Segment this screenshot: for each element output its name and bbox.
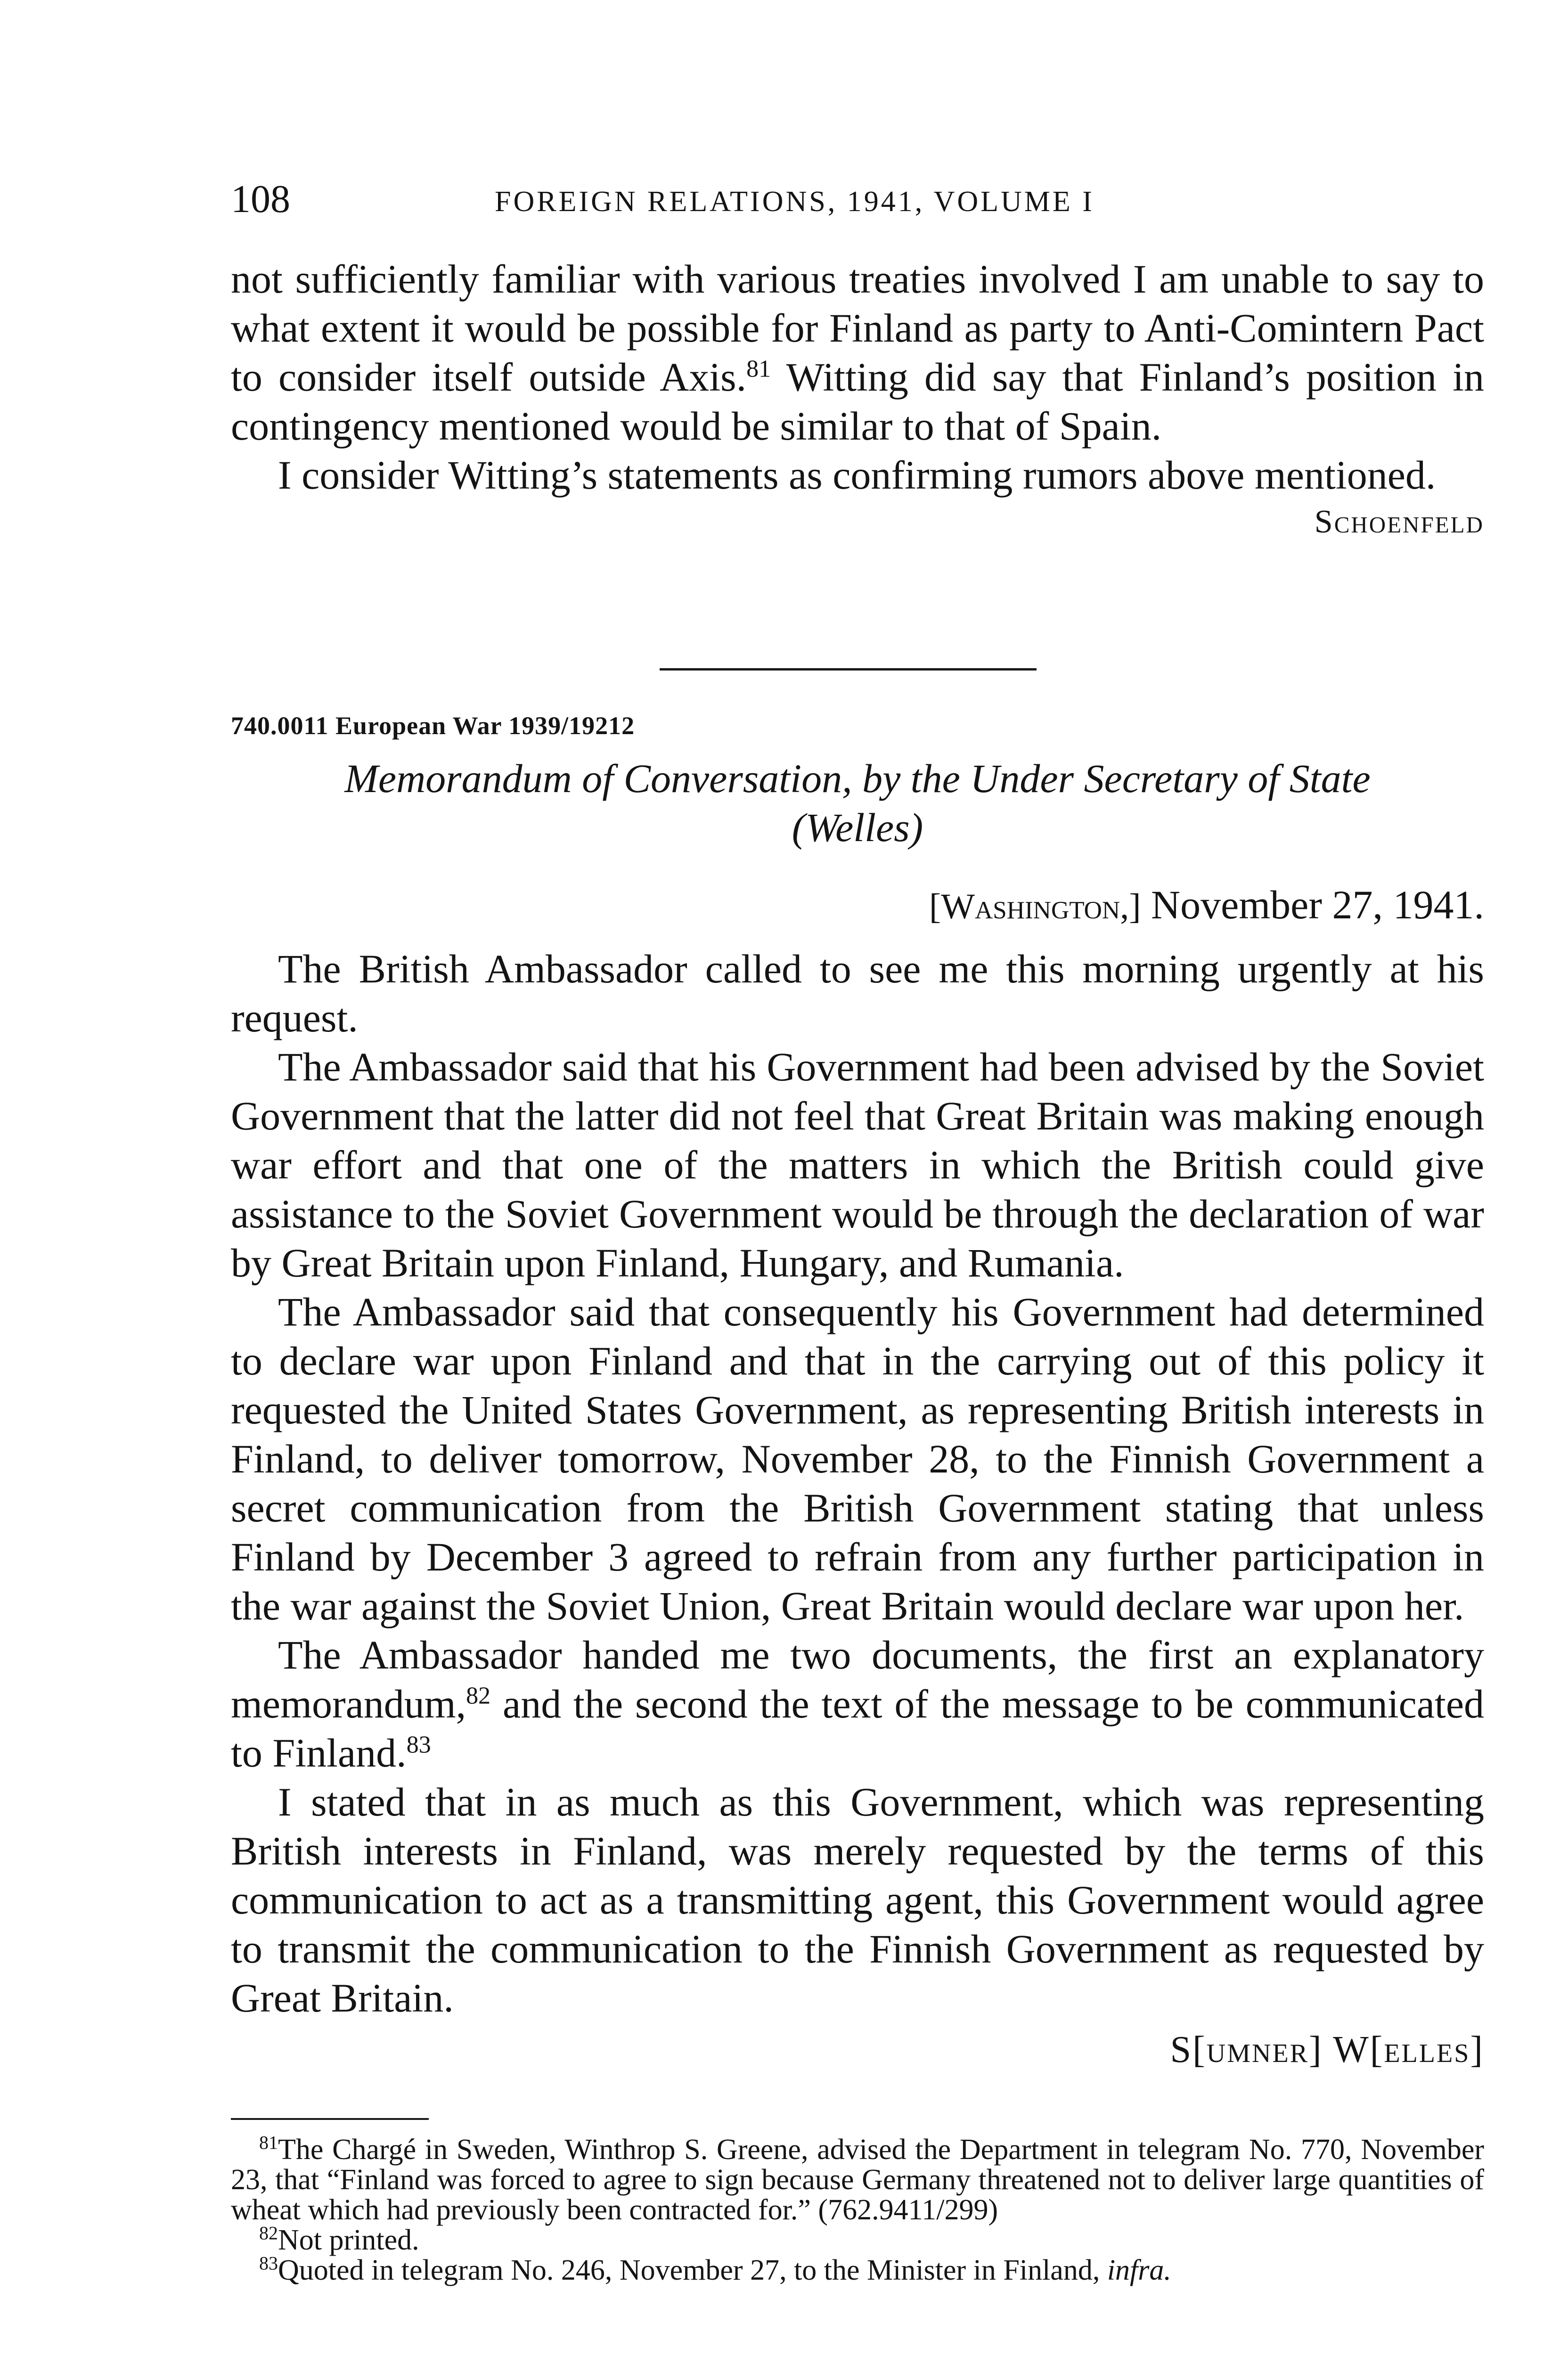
- paragraph-1: The British Ambassador called to see me this morning urgently at his request.: [231, 946, 1484, 1040]
- footnote-divider: [231, 2118, 429, 2120]
- footnote-82: $^{82}$Not printed.: [259, 2222, 419, 2256]
- telegram-paragraph-2: I consider Witting’s statements as confirming rumors above mentioned.: [278, 452, 1436, 498]
- signature-schoenfeld: Schoenfeld: [1314, 504, 1484, 540]
- file-number: 740.0011 European War 1939/19212: [231, 712, 635, 740]
- footnotes: [231, 2132, 1484, 2286]
- memorandum-body: [231, 944, 1484, 2074]
- footnote-83: $^{83}$Quoted in telegram No. 246, November 27, to the Minister in Finland, infra.: [259, 2252, 1171, 2286]
- footnote-ref-82[interactable]: 82: [466, 1682, 491, 1710]
- paragraph-5: I stated that in as much as this Government, which was representing British interests in Finland, was merely requested by the terms of this communication to act as a transmitting agent, this Government would agree to transmit the communication to the Finnish Government as requested by Great Britain.: [231, 1779, 1484, 2021]
- section-divider: [660, 668, 1037, 671]
- dateline: [Washington,] November 27, 1941.: [929, 882, 1484, 927]
- paragraph-4: The Ambassador handed me two documents, the first an explanatory memorandum,$^{82}$ and the second the text of the message to be communicated to Finland.$^{83}$: [231, 1632, 1484, 1775]
- running-title: FOREIGN RELATIONS, 1941, VOLUME I: [495, 186, 1094, 218]
- footnote-ref-81[interactable]: 81: [746, 355, 771, 383]
- footnote-81: $^{81}$The Chargé in Sweden, Winthrop S. Greene, advised the Department in telegram No. 770, November 23, that “Finland was forced to agree to sign because Germany threatened not to deliver large quantities of wheat which had previously been contracted for.” (762.9411/299): [231, 2132, 1484, 2226]
- continued-telegram: [231, 254, 1484, 547]
- footnote-ref-83[interactable]: 83: [406, 1731, 431, 1759]
- document-title: Memorandum of Conversation, by the Under Secretary of State (Welles): [344, 756, 1371, 850]
- page-number: 108: [231, 177, 290, 221]
- running-head: [231, 173, 1484, 230]
- telegram-paragraph: not sufficiently familiar with various treaties involved I am unable to say to what extent it would be possible for Finland as party to Anti-Comintern Pact to consider itself outside Axis.$^{81}$ Witting did say that Finland’s position in contingency mentioned would be similar to that of Spain.: [231, 256, 1484, 449]
- signature-welles: S[umner] W[elles]: [1170, 2029, 1484, 2070]
- paragraph-2: The Ambassador said that his Government had been advised by the Soviet Government that the latter did not feel that Great Britain was making enough war effort and that one of the matters in which the British could give assistance to the Soviet Government would be through the declaration of war by Great Britain upon Finland, Hungary, and Rumania.: [231, 1044, 1484, 1285]
- memorandum-header: [231, 707, 1484, 931]
- paragraph-3: The Ambassador said that consequently his Government had determined to declare war upon Finland and that in the carrying out of this policy it requested the United States Government, as representing British interests in Finland, to deliver tomorrow, November 28, to the Finnish Government a secret communication from the British Government stating that unless Finland by December 3 agreed to refrain from any further participation in the war against the Soviet Union, Great Britain would declare war upon her.: [231, 1289, 1484, 1628]
